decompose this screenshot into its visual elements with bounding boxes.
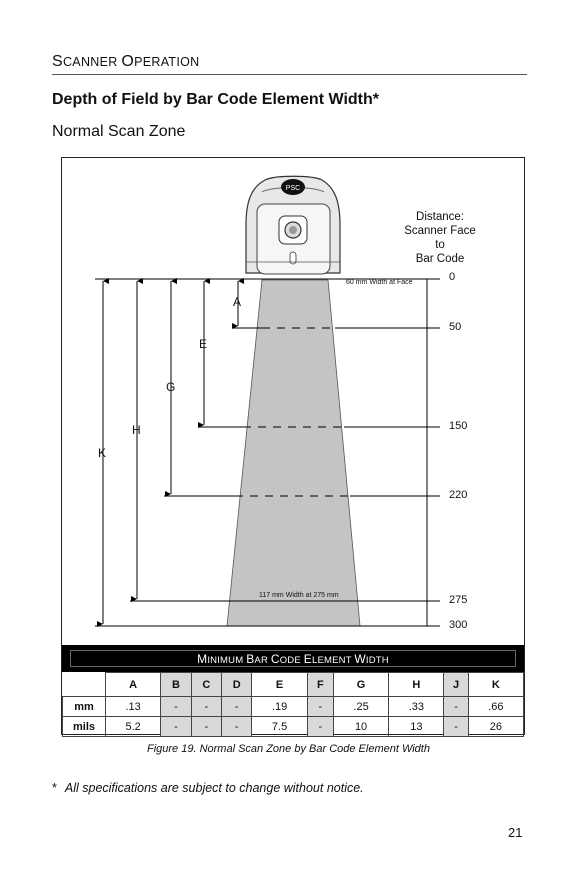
dimension-letter-a: A [233, 295, 242, 309]
table-title [70, 650, 516, 667]
table-title-part: W [354, 652, 366, 666]
table-title-bar [62, 645, 524, 672]
table-cell: .13 [106, 697, 161, 717]
table-cell: - [307, 717, 333, 737]
scanner-illustration [246, 176, 340, 274]
table-column-header: K [468, 673, 523, 697]
table-cell: .19 [252, 697, 307, 717]
dimension-letter-e: E [199, 337, 208, 351]
distance-title-line: to [435, 239, 445, 251]
table-title-part: INIMUM [207, 655, 247, 666]
table-row [63, 717, 524, 737]
table-column-header: J [444, 673, 468, 697]
table-title-part: ODE [279, 655, 304, 666]
table-cell: 26 [468, 717, 523, 737]
table-cell: - [307, 697, 333, 717]
page-number: 21 [508, 825, 523, 840]
footnote-marker: * [52, 781, 57, 795]
table-title-part: E [303, 652, 312, 666]
table-cell: - [191, 697, 221, 717]
table-row-label: mm [63, 697, 106, 717]
distance-title-line: Distance: [416, 211, 464, 223]
table-cell: - [222, 697, 252, 717]
footnote-text: All specifications are subject to change without notice. [64, 781, 364, 795]
table-column-header: E [252, 673, 307, 697]
dimension-letter-h: H [132, 423, 141, 437]
dimension-letter-g: G [166, 380, 176, 394]
scan-beam [227, 280, 360, 626]
table-cell: 7.5 [252, 717, 307, 737]
table-column-header: C [191, 673, 221, 697]
table-row [63, 697, 524, 717]
table-cell: - [444, 717, 468, 737]
table-cell: .66 [468, 697, 523, 717]
table-column-header: B [161, 673, 191, 697]
figure-caption: Figure 19. Normal Scan Zone by Bar Code Element Width [147, 743, 430, 755]
table-title-part: B [246, 652, 255, 666]
page-subheading: Normal Scan Zone [52, 123, 186, 140]
table-cell: .33 [389, 697, 444, 717]
table-cell: 10 [333, 717, 388, 737]
table-row-label: mils [63, 717, 106, 737]
table-cell: .25 [333, 697, 388, 717]
tick-label-50: 50 [449, 321, 462, 333]
table-cell: - [444, 697, 468, 717]
table-cell: - [161, 697, 191, 717]
note-width-at-275: 117 mm Width at 275 mm [259, 592, 339, 599]
section-header-cap-o: O [121, 53, 135, 70]
page-heading: Depth of Field by Bar Code Element Width* [52, 91, 379, 108]
table-cell: - [191, 717, 221, 737]
table-column-header: G [333, 673, 388, 697]
table-column-header: F [307, 673, 333, 697]
scanner-logo-text: PSC [285, 185, 301, 192]
table-cell: 5.2 [106, 717, 161, 737]
tick-label-300: 300 [449, 619, 468, 631]
table-header-row [63, 673, 524, 697]
table-title-part: AR [254, 655, 271, 666]
table-title-part: C [270, 652, 280, 666]
table-cell: 13 [389, 717, 444, 737]
bar-code-width-table [62, 672, 524, 737]
tick-label-275: 275 [449, 594, 468, 606]
table-title-part: LEMENT [311, 655, 355, 666]
distance-title-line: Bar Code [415, 253, 465, 265]
distance-title-line: Scanner Face [404, 225, 476, 237]
tick-label-0: 0 [449, 271, 456, 283]
note-width-at-face: 60 mm Width at Face [346, 279, 413, 286]
table-column-header: A [106, 673, 161, 697]
dimension-letter-k: K [98, 446, 107, 460]
table-column-header: H [389, 673, 444, 697]
table-title-part: IDTH [365, 655, 389, 666]
tick-label-220: 220 [449, 489, 468, 501]
dimension-arrows [103, 281, 238, 624]
section-header-small-2: PERATION [134, 55, 200, 69]
section-header-cap-s: S [52, 53, 63, 70]
tick-label-150: 150 [449, 420, 468, 432]
distance-scale [427, 279, 440, 626]
table-corner-cell [63, 673, 106, 697]
section-header-small-1: CANNER [62, 55, 122, 69]
footnote [52, 781, 364, 795]
table-column-header: D [222, 673, 252, 697]
table-cell: - [222, 717, 252, 737]
table-title-part: M [197, 652, 208, 666]
distance-title [400, 210, 480, 266]
table-cell: - [161, 717, 191, 737]
